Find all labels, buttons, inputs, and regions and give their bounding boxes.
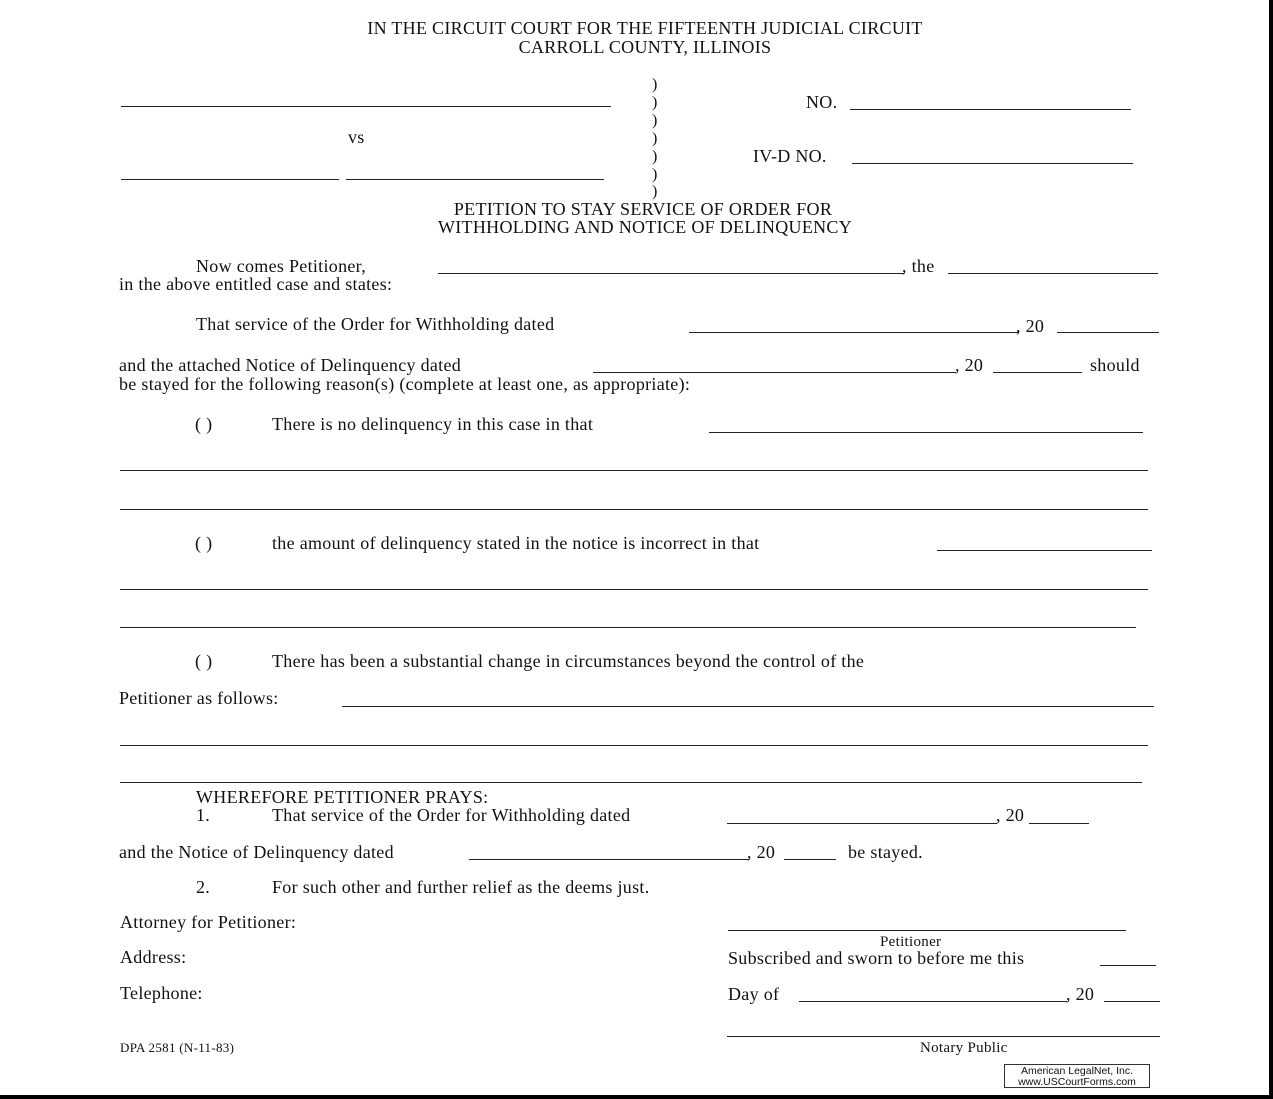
caption-paren: ) (652, 130, 658, 147)
petition-title-line1: PETITION TO STAY SERVICE OF ORDER FOR (453, 199, 833, 219)
form-number: DPA 2581 (N-11-83) (120, 1040, 235, 1055)
scan-edge-right (1269, 0, 1273, 1099)
caption-paren: ) (652, 94, 658, 111)
option1-reason-field[interactable] (709, 432, 1143, 433)
stayed-reason-text: be stayed for the following reason(s) (complete at least one, as appropriate): (119, 374, 691, 394)
caption-paren: ) (652, 112, 658, 129)
sworn-day-field[interactable] (1100, 965, 1156, 966)
caption-paren: ) (652, 76, 658, 93)
address-label: Address: (120, 947, 187, 967)
year-prefix: , 20 (1066, 984, 1095, 1004)
petitioner-signature-line[interactable] (728, 930, 1126, 931)
option3-checkbox[interactable]: ( ) (195, 651, 213, 671)
option2-reason-line3[interactable] (120, 627, 1136, 628)
day-of-text: Day of (728, 984, 780, 1004)
petitioner-caption: Petitioner (880, 934, 942, 950)
defendant-line-a[interactable] (121, 179, 339, 180)
prayer-notice-date-field[interactable] (469, 859, 749, 860)
publisher-url: www.USCourtForms.com (1018, 1076, 1136, 1088)
option1-text: There is no delinquency in this case in that (272, 414, 594, 434)
option3-reason-field[interactable] (342, 706, 1154, 707)
court-heading: IN THE CIRCUIT COURT FOR THE FIFTEENTH JUDICIAL CIRCUIT (367, 18, 923, 38)
option3-reason-line3[interactable] (120, 782, 1142, 783)
option2-reason-field[interactable] (937, 550, 1152, 551)
prayer-item1-number: 1. (196, 805, 211, 825)
ivd-no-field[interactable] (852, 163, 1133, 164)
attached-notice-text: and the attached Notice of Delinquency dated (119, 355, 462, 375)
attorney-label: Attorney for Petitioner: (120, 912, 297, 932)
option3-text: There has been a substantial change in circumstances beyond the control of the (272, 651, 865, 671)
the-text: , the (902, 256, 935, 276)
subscribed-text: Subscribed and sworn to before me this (728, 948, 1025, 968)
option2-reason-line2[interactable] (120, 589, 1148, 590)
prayer-order-date-field[interactable] (727, 823, 997, 824)
plaintiff-line[interactable] (121, 106, 611, 107)
notary-caption: Notary Public (920, 1040, 1008, 1056)
year-prefix: , 20 (747, 842, 776, 862)
order-date-field[interactable] (689, 332, 1019, 333)
scan-edge-bottom (0, 1095, 1273, 1099)
county-heading: CARROLL COUNTY, ILLINOIS (518, 37, 772, 57)
sworn-month-field[interactable] (799, 1001, 1067, 1002)
prayer-item1-text: That service of the Order for Withholding dated (272, 805, 631, 825)
above-case-text: in the above entitled case and states: (119, 274, 393, 294)
year-prefix: , 20 (955, 355, 984, 375)
option1-checkbox[interactable]: ( ) (195, 414, 213, 434)
should-text: should (1090, 355, 1140, 375)
service-order-text: That service of the Order for Withholding dated (196, 314, 555, 334)
option1-reason-line3[interactable] (120, 509, 1148, 510)
publisher-name: American LegalNet, Inc. (1020, 1065, 1134, 1077)
year-prefix: , 20 (1016, 316, 1045, 336)
prayer-notice-text: and the Notice of Delinquency dated (119, 842, 394, 862)
option3-reason-line2[interactable] (120, 745, 1148, 746)
prayer-order-year-field[interactable] (1029, 823, 1089, 824)
now-comes-text: Now comes Petitioner, (196, 256, 367, 276)
ivd-no-label: IV-D NO. (753, 146, 827, 166)
case-no-field[interactable] (850, 109, 1131, 110)
caption-paren: ) (652, 183, 658, 200)
publisher-badge[interactable] (1004, 1064, 1150, 1088)
vs-label: vs (348, 127, 365, 147)
telephone-label: Telephone: (120, 983, 203, 1003)
order-year-field[interactable] (1057, 332, 1159, 333)
prayer-heading: WHEREFORE PETITIONER PRAYS: (196, 787, 489, 807)
caption-paren: ) (652, 166, 658, 183)
petitioner-name-field[interactable] (438, 273, 904, 274)
year-prefix: , 20 (996, 805, 1025, 825)
case-no-label: NO. (806, 92, 838, 112)
caption-paren: ) (652, 148, 658, 165)
option2-checkbox[interactable]: ( ) (195, 533, 213, 553)
option2-text: the amount of delinquency stated in the notice is incorrect in that (272, 533, 760, 553)
notice-date-field[interactable] (593, 372, 956, 373)
prayer-notice-year-field[interactable] (784, 859, 836, 860)
option3-continued-text: Petitioner as follows: (119, 688, 279, 708)
prayer-item2-number: 2. (196, 877, 211, 897)
petitioner-role-field[interactable] (948, 273, 1158, 274)
be-stayed-text: be stayed. (848, 842, 923, 862)
notice-year-field[interactable] (993, 372, 1082, 373)
defendant-line-b[interactable] (346, 179, 604, 180)
sworn-year-field[interactable] (1104, 1001, 1160, 1002)
notary-signature-line[interactable] (727, 1036, 1160, 1037)
petition-title-line2: WITHHOLDING AND NOTICE OF DELINQUENCY (437, 217, 853, 237)
option1-reason-line2[interactable] (120, 470, 1148, 471)
prayer-item2-text: For such other and further relief as the deems just. (272, 877, 650, 897)
